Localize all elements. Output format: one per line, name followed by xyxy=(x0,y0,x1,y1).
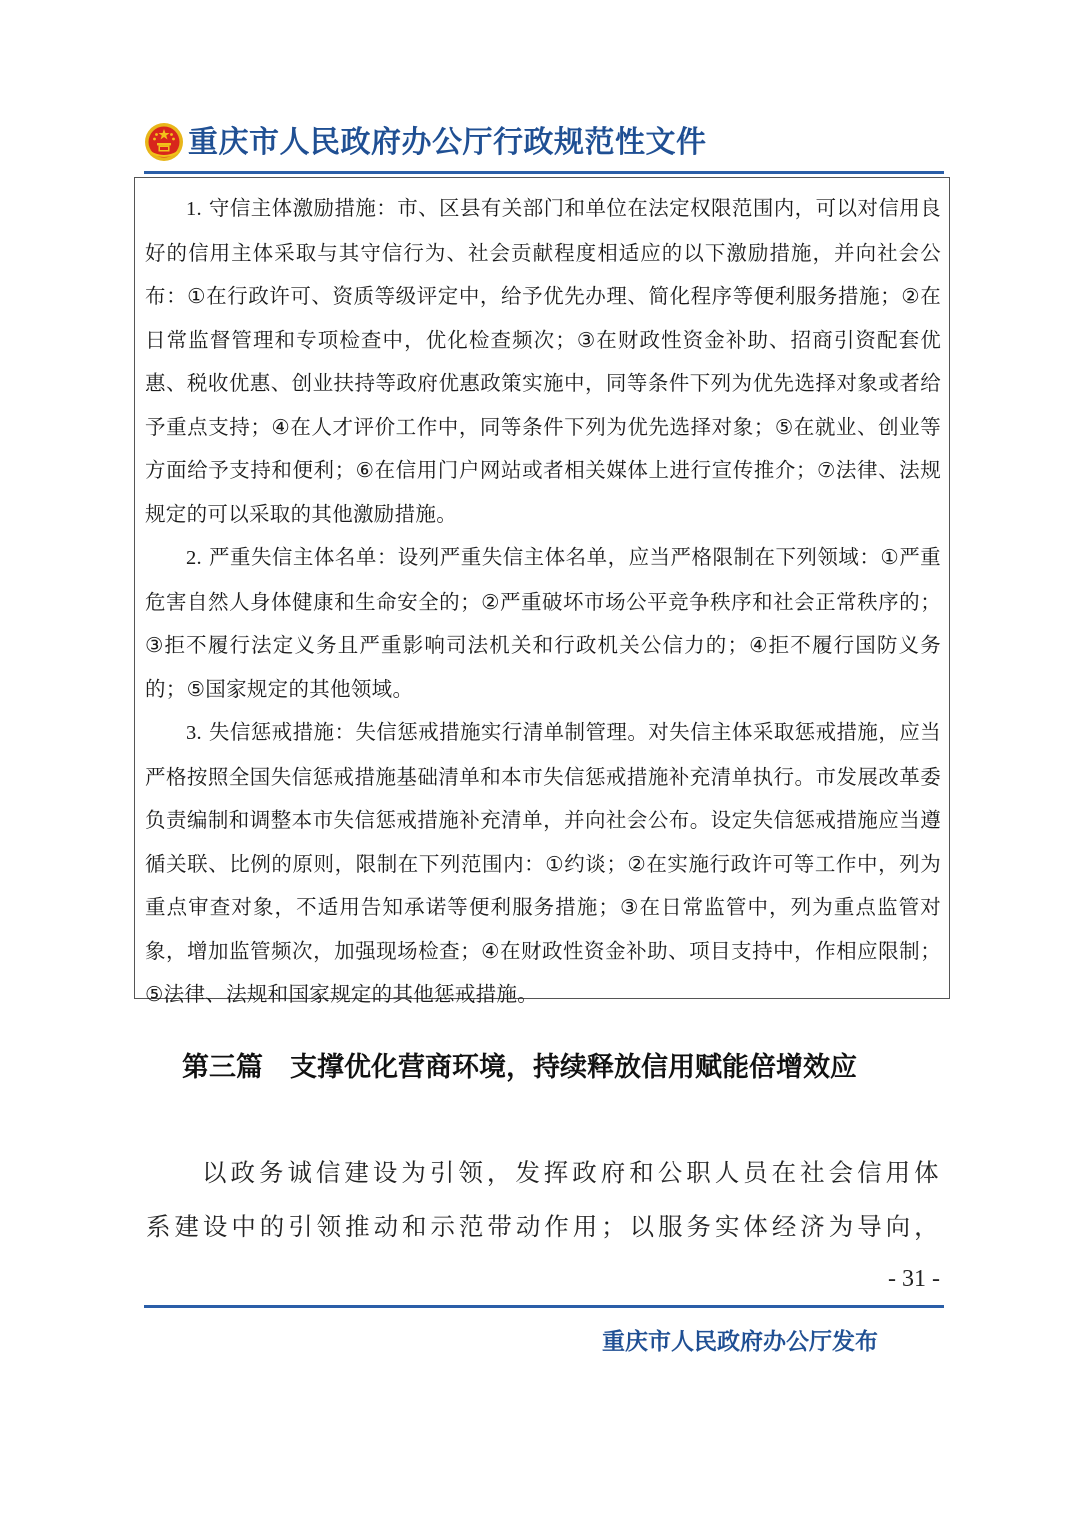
section-heading: 第三篇 支撑优化营商环境，持续释放信用赋能倍增效应 xyxy=(182,1052,857,1083)
document-header xyxy=(144,118,944,168)
item-text: 失信惩戒措施：失信惩戒措施实行清单制管理。对失信主体采取惩戒措施，应当严格按照全国失信惩戒措施基础清单和本市失信惩戒措施补充清单执行。市发展改革委负责编制和调整本市失信惩戒措施补充清单，并向社会公布。设定失信惩戒措施应当遵循关联、比例的原则，限制在下列范围内：①约谈；②在实施行政许可等工作中，列为重点审查对象，不适用告知承诺等便利服务措施；③在日常监管中，列为重点监管对象，增加监管频次，加强现场检查；④在财政性资金补助、项目支持中，作相应限制；⑤法律、法规和国家规定的其他惩戒措施。 xyxy=(145,720,941,1006)
footer-divider xyxy=(144,1305,944,1308)
list-item xyxy=(145,536,941,711)
list-item xyxy=(145,711,941,1017)
item-text: 严重失信主体名单：设列严重失信主体名单，应当严格限制在下列领域：①严重危害自然人身体健康和生命安全的；②严重破坏市场公平竞争秩序和社会正常秩序的；③拒不履行法定义务且严重影响司法机关和行政机关公信力的；④拒不履行国防义务的；⑤国家规定的其他领域。 xyxy=(145,545,941,701)
body-paragraph: 以政务诚信建设为引领，发挥政府和公职人员在社会信用体系建设中的引领推动和示范带动作用；以服务实体经济为导向， xyxy=(146,1158,942,1241)
footer-publisher: 重庆市人民政府办公厅发布 xyxy=(602,1329,878,1355)
header-title: 重庆市人民政府办公厅行政规范性文件 xyxy=(188,125,707,160)
page-number: - 31 - xyxy=(888,1266,940,1292)
header-divider xyxy=(144,171,944,174)
item-number: 3. xyxy=(186,722,202,744)
national-emblem-icon xyxy=(144,122,184,162)
item-text: 守信主体激励措施：市、区县有关部门和单位在法定权限范围内，可以对信用良好的信用主体采取与其守信行为、社会贡献程度相适应的以下激励措施，并向社会公布：①在行政许可、资质等级评定中，给予优先办理、简化程序等便利服务措施；②在日常监督管理和专项检查中，优化检查频次；③在财政性资金补助、招商引资配套优惠、税收优惠、创业扶持等政府优惠政策实施中，同等条件下列为优先选择对象或者给予重点支持；④在人才评价工作中，同等条件下列为优先选择对象；⑤在就业、创业等方面给予支持和便利；⑥在信用门户网站或者相关媒体上进行宣传推介；⑦法律、法规规定的可以采取的其他激励措施。 xyxy=(145,196,941,526)
item-number: 2. xyxy=(186,547,202,569)
list-item xyxy=(145,187,941,536)
bordered-text-box xyxy=(134,177,950,1006)
item-number: 1. xyxy=(186,198,202,220)
